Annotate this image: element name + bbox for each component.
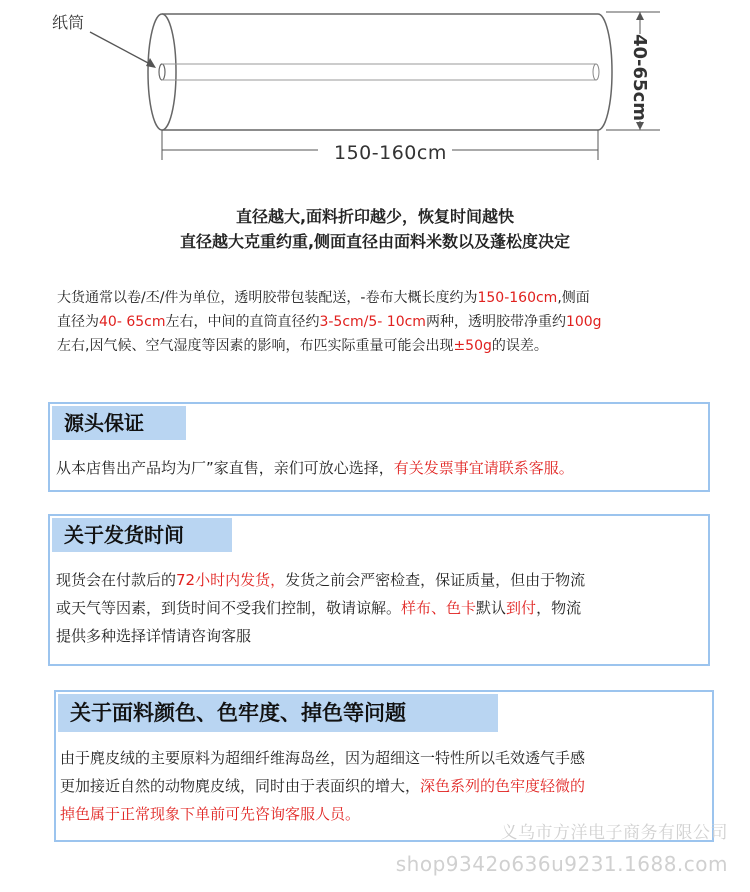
fabric-line-3: 掉色属于正常现象下单前可先咨询客服人员。 [60, 805, 361, 823]
core-label: 纸筒 [52, 13, 85, 32]
intro-line-3: 左右,因气候、空气湿度等因素的影响，布匹实际重量可能会出现±50g的误差。 [57, 338, 548, 354]
shipping-time-title: 关于发货时间 [52, 518, 232, 552]
source-guarantee-box [48, 402, 710, 492]
source-guarantee-text: 从本店售出产品均为厂”家直售，亲们可放心选择，有关发票事宜请联系客服。 [56, 459, 574, 477]
shipping-line-1: 现货会在付款后的72小时内发货，发货之前会严密检查，保证质量，但由于物流 [56, 571, 586, 589]
fabric-color-text [60, 744, 712, 828]
intro-paragraph [57, 286, 707, 358]
intro-line-2: 直径为40- 65cm左右，中间的直筒直径约3-5cm/5- 10cm两种，透明胶带净重约100g [57, 314, 602, 330]
source-guarantee-title: 源头保证 [52, 406, 186, 440]
roll-body [162, 14, 612, 130]
watermark-company: 义乌市方洋电子商务有限公司 [500, 823, 728, 843]
headline-1: 直径越大,面料折印越少，恢复时间越快 [235, 207, 515, 226]
headline-2: 直径越大克重约重,侧面直径由面料米数以及蓬松度决定 [179, 232, 571, 251]
diameter-label: 40-65cm [629, 34, 650, 121]
core-left-end [159, 64, 165, 80]
shipping-line-3: 提供多种选择详情请咨询客服 [56, 627, 252, 645]
diameter-label-wrap [620, 34, 660, 124]
fabric-line-1: 由于麂皮绒的主要原料为超细纤维海岛丝，因为超细这一特性所以毛效透气手感 [60, 749, 586, 767]
fabric-line-2: 更加接近自然的动物麂皮绒，同时由于表面织的增大，深色系列的色牢度轻微的 [60, 777, 586, 795]
shipping-time-box [48, 514, 710, 666]
shipping-time-text [56, 566, 708, 650]
fabric-color-title: 关于面料颜色、色牢度、掉色等问题 [58, 694, 498, 732]
core-arrow [90, 32, 150, 64]
intro-line-1: 大货通常以卷/丕/件为单位，透明胶带包装配送，-卷布大概长度约为150-160cm,侧面 [57, 290, 590, 306]
watermark-shop: shop9342o636u9231.1688.com [395, 852, 728, 876]
shipping-line-2: 或天气等因素，到货时间不受我们控制，敬请谅解。样布、色卡默认到付，物流 [56, 599, 582, 617]
length-label: 150-160cm [330, 142, 451, 164]
core-right-end [593, 64, 599, 80]
